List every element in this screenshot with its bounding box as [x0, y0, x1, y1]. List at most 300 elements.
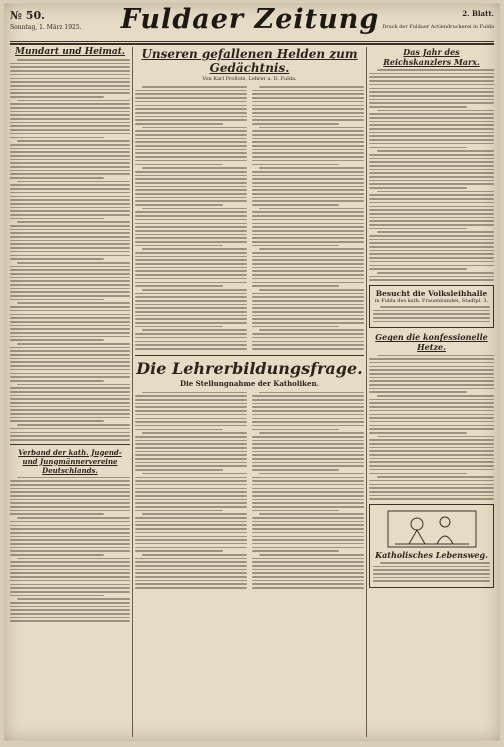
ad-body [373, 562, 490, 582]
text-line [10, 502, 130, 504]
text-line [369, 495, 494, 497]
text-line [369, 80, 494, 82]
text-line [135, 130, 247, 132]
text-line [369, 176, 494, 178]
text-line [377, 355, 495, 357]
text-line [252, 259, 364, 261]
text-line [373, 577, 490, 579]
text-line [17, 100, 130, 102]
text-line [373, 313, 490, 315]
text-line [10, 561, 130, 563]
text-line [10, 129, 130, 131]
text-line [135, 528, 247, 530]
text-line [10, 565, 130, 567]
text-column [252, 84, 364, 352]
text-line [369, 169, 494, 171]
text-line [369, 165, 494, 167]
text-line [142, 513, 247, 515]
text-line [135, 458, 247, 460]
text-line [369, 410, 494, 412]
text-line [135, 141, 247, 143]
text-line [369, 421, 494, 423]
text-line [10, 92, 130, 94]
text-line [369, 443, 494, 445]
text-line [17, 181, 130, 183]
text-line [10, 580, 130, 582]
sheet-number: 2. Blatt. [462, 9, 494, 18]
text-line [252, 469, 340, 471]
text-line [252, 234, 364, 236]
text-line [369, 158, 494, 160]
text-line [369, 465, 494, 467]
text-line [135, 550, 223, 552]
text-line [259, 86, 364, 88]
text-line [135, 263, 247, 265]
text-line [252, 429, 340, 431]
text-line [252, 141, 364, 143]
text-line [252, 576, 364, 578]
text-line [10, 184, 130, 186]
text-line [135, 558, 247, 560]
text-line [252, 451, 364, 453]
text-line [10, 177, 104, 179]
text-line [369, 194, 494, 196]
text-line [369, 187, 467, 189]
text-line [135, 322, 247, 324]
text-line [369, 172, 494, 174]
text-line [10, 295, 130, 297]
text-line [135, 410, 247, 412]
text-line [135, 454, 247, 456]
text-line [135, 304, 247, 306]
text-line [135, 93, 247, 95]
text-line [369, 91, 494, 93]
text-line [10, 214, 130, 216]
text-line [252, 421, 364, 423]
text-line [10, 133, 130, 135]
text-line [252, 550, 340, 552]
text-line [135, 539, 247, 541]
text-line [252, 93, 364, 95]
text-line [10, 137, 104, 139]
text-line [252, 230, 364, 232]
text-line [135, 245, 223, 247]
text-line [135, 252, 247, 254]
text-line [135, 406, 247, 408]
text-line [135, 278, 247, 280]
text-line [10, 398, 130, 400]
text-line [10, 225, 130, 227]
text-line [17, 598, 130, 600]
text-line [252, 149, 364, 151]
text-line [10, 114, 130, 116]
text-line [135, 477, 247, 479]
text-line [10, 243, 130, 245]
text-line [17, 558, 130, 560]
text-line [135, 152, 247, 154]
text-line [135, 576, 247, 578]
text-line [10, 584, 130, 586]
text-line [135, 572, 247, 574]
text-line [252, 488, 364, 490]
text-line [135, 256, 247, 258]
text-line [369, 399, 494, 401]
text-line [135, 138, 247, 140]
text-line [17, 384, 130, 386]
text-line [369, 469, 494, 471]
text-line [252, 558, 364, 560]
notice-title: Besucht die Volksleihhalle [375, 288, 488, 298]
text-line [369, 276, 494, 278]
text-line [135, 101, 247, 103]
text-line [252, 414, 364, 416]
text-line [369, 414, 494, 416]
text-line [10, 166, 130, 168]
text-line [369, 224, 494, 226]
text-line [135, 105, 247, 107]
text-line [135, 326, 223, 328]
text-line [10, 347, 130, 349]
text-line [10, 218, 104, 220]
text-line [17, 477, 130, 479]
text-line [252, 395, 364, 397]
text-line [252, 517, 364, 519]
article-body [10, 59, 130, 440]
text-line [135, 414, 247, 416]
text-line [369, 198, 494, 200]
article-body [10, 477, 130, 622]
text-line [369, 242, 494, 244]
text-line [135, 337, 247, 339]
text-line [135, 164, 223, 166]
text-line [10, 155, 130, 157]
text-column [252, 390, 364, 591]
text-line [369, 450, 494, 452]
text-line [135, 480, 247, 482]
column-divider [132, 47, 133, 737]
text-line [10, 336, 130, 338]
text-line [135, 440, 247, 442]
text-line [252, 145, 364, 147]
text-line [369, 473, 467, 475]
text-line [252, 223, 364, 225]
text-column [135, 390, 247, 591]
text-line [135, 333, 247, 335]
text-line [259, 127, 364, 129]
text-line [10, 144, 130, 146]
text-line [135, 300, 247, 302]
text-line [10, 606, 130, 608]
text-line [369, 73, 494, 75]
text-line [369, 113, 494, 115]
text-line [135, 112, 247, 114]
text-line [252, 521, 364, 523]
text-line [142, 432, 247, 434]
text-line [135, 175, 247, 177]
text-line [135, 123, 223, 125]
text-line [135, 178, 247, 180]
text-line [135, 341, 247, 343]
text-line [10, 620, 130, 622]
text-line [135, 587, 247, 589]
text-line [369, 99, 494, 101]
column-divider [366, 47, 367, 737]
text-line [135, 215, 247, 217]
text-line [10, 536, 130, 538]
text-line [369, 143, 494, 145]
text-line [252, 337, 364, 339]
text-line [369, 480, 494, 482]
text-line [135, 293, 247, 295]
text-line [252, 477, 364, 479]
text-line [252, 443, 364, 445]
text-line [135, 285, 223, 287]
text-line [10, 255, 130, 257]
text-line [10, 587, 130, 589]
text-line [10, 247, 130, 249]
text-line [135, 491, 247, 493]
text-line [377, 231, 495, 233]
text-line [252, 304, 364, 306]
text-line [10, 550, 130, 552]
text-line [369, 132, 494, 134]
text-line [252, 119, 364, 121]
text-line [252, 348, 364, 350]
text-line [252, 278, 364, 280]
text-line [17, 424, 130, 426]
text-line [252, 97, 364, 99]
text-line [10, 210, 130, 212]
text-line [252, 130, 364, 132]
text-line [369, 84, 494, 86]
text-line [10, 506, 130, 508]
text-line [369, 366, 494, 368]
article-subheading: Die Stellungnahme der Katholiken. [180, 378, 319, 388]
newspaper-page [4, 3, 500, 741]
text-line [369, 88, 494, 90]
text-line [10, 85, 130, 87]
text-line [252, 263, 364, 265]
text-line [10, 236, 130, 238]
text-line [135, 502, 247, 504]
text-line [252, 182, 364, 184]
text-line [135, 230, 247, 232]
text-line [135, 259, 247, 261]
text-line [252, 425, 364, 427]
text-line [369, 180, 494, 182]
text-line [135, 443, 247, 445]
text-line [10, 251, 130, 253]
text-line [10, 602, 130, 604]
text-line [252, 569, 364, 571]
text-line [135, 488, 247, 490]
text-line [135, 145, 247, 147]
text-line [10, 78, 130, 80]
text-line [135, 495, 247, 497]
text-line [369, 417, 494, 419]
text-line [10, 513, 104, 515]
text-line [377, 272, 495, 274]
masthead-rule-thick [10, 43, 494, 45]
text-line [10, 196, 130, 198]
text-line [369, 246, 494, 248]
text-line [142, 289, 247, 291]
text-line [252, 399, 364, 401]
text-line [10, 428, 130, 430]
text-line [10, 406, 130, 408]
text-line [252, 116, 364, 118]
text-line [252, 406, 364, 408]
printer-note: Druck der Fuldaer Actiendruckerei in Fulda [382, 24, 494, 30]
column-center [135, 47, 364, 737]
text-line [10, 70, 130, 72]
text-line [135, 97, 247, 99]
text-line [252, 536, 364, 538]
text-line [380, 562, 490, 564]
notice-subtitle: in Fulda des kath. Frauenbundes, Stadtpl. 3. [374, 297, 489, 304]
text-line [10, 591, 130, 593]
text-line [259, 289, 364, 291]
text-line [10, 173, 130, 175]
article-body [369, 69, 494, 281]
text-line [10, 539, 130, 541]
text-line [373, 317, 490, 319]
text-line [252, 447, 364, 449]
text-line [135, 186, 247, 188]
text-line [369, 362, 494, 364]
text-line [369, 95, 494, 97]
text-line [10, 203, 130, 205]
text-line [135, 451, 247, 453]
masthead [10, 4, 494, 41]
text-line [252, 226, 364, 228]
text-line [377, 191, 495, 193]
text-line [259, 432, 364, 434]
article-heading: Unseren gefallenen Helden zum Gedächtnis. [141, 47, 358, 75]
text-column [135, 84, 247, 352]
text-line [252, 499, 364, 501]
text-line [369, 220, 494, 222]
text-line [259, 208, 364, 210]
text-line [10, 491, 130, 493]
text-line [10, 554, 104, 556]
text-line [10, 547, 130, 549]
text-line [10, 66, 130, 68]
text-line [252, 101, 364, 103]
article-heading: Die Lehrerbildungsfrage. [136, 358, 363, 378]
text-line [369, 265, 494, 267]
text-line [10, 369, 130, 371]
text-line [252, 484, 364, 486]
text-line [252, 178, 364, 180]
text-line [135, 234, 247, 236]
text-line [10, 314, 130, 316]
text-line [135, 270, 247, 272]
text-line [252, 123, 340, 125]
text-line [369, 377, 494, 379]
text-line [10, 595, 104, 597]
text-line [10, 613, 130, 615]
text-line [10, 480, 130, 482]
text-line [135, 399, 247, 401]
text-line [142, 127, 247, 129]
text-line [10, 192, 130, 194]
text-line [10, 148, 130, 150]
text-line [252, 436, 364, 438]
text-line [10, 525, 130, 527]
text-line [252, 583, 364, 585]
text-line [135, 429, 223, 431]
issue-date: Sonntag, 1. März 1925. [10, 24, 82, 31]
text-line [369, 358, 494, 360]
text-line [17, 517, 130, 519]
text-line [369, 102, 494, 104]
text-line [252, 524, 364, 526]
text-line [252, 152, 364, 154]
text-line [369, 279, 494, 281]
text-line [252, 270, 364, 272]
text-line [10, 277, 130, 279]
text-line [259, 392, 364, 394]
text-line [135, 521, 247, 523]
text-line [10, 510, 130, 512]
text-line [369, 253, 494, 255]
text-line [10, 280, 130, 282]
text-line [369, 209, 494, 211]
text-line [10, 269, 130, 271]
text-line [135, 484, 247, 486]
text-line [252, 315, 364, 317]
text-line [252, 403, 364, 405]
text-line [10, 361, 130, 363]
text-line [252, 572, 364, 574]
text-line [369, 135, 494, 137]
text-line [142, 248, 247, 250]
text-line [135, 465, 247, 467]
text-line [135, 108, 247, 110]
text-line [17, 221, 130, 223]
article-heading: Verband der kath. Jugend- und Jungmännervereine Deutschlands. [18, 447, 122, 475]
text-line [252, 547, 364, 549]
text-line [10, 376, 130, 378]
text-line [10, 572, 130, 574]
text-line [252, 197, 364, 199]
text-line [10, 528, 130, 530]
text-line [10, 569, 130, 571]
text-line [10, 310, 130, 312]
text-line [135, 517, 247, 519]
text-line [135, 569, 247, 571]
text-line [369, 268, 467, 270]
text-line [369, 124, 494, 126]
text-line [142, 554, 247, 556]
text-line [10, 232, 130, 234]
text-line [135, 274, 247, 276]
text-line [142, 208, 247, 210]
text-line [373, 580, 490, 582]
text-line [252, 495, 364, 497]
text-line [252, 462, 364, 464]
text-line [252, 90, 364, 92]
text-line [135, 425, 247, 427]
text-line [369, 384, 494, 386]
text-line [10, 317, 130, 319]
text-line [252, 454, 364, 456]
text-line [10, 291, 130, 293]
text-line [252, 200, 364, 202]
text-line [252, 510, 340, 512]
text-line [10, 266, 130, 268]
